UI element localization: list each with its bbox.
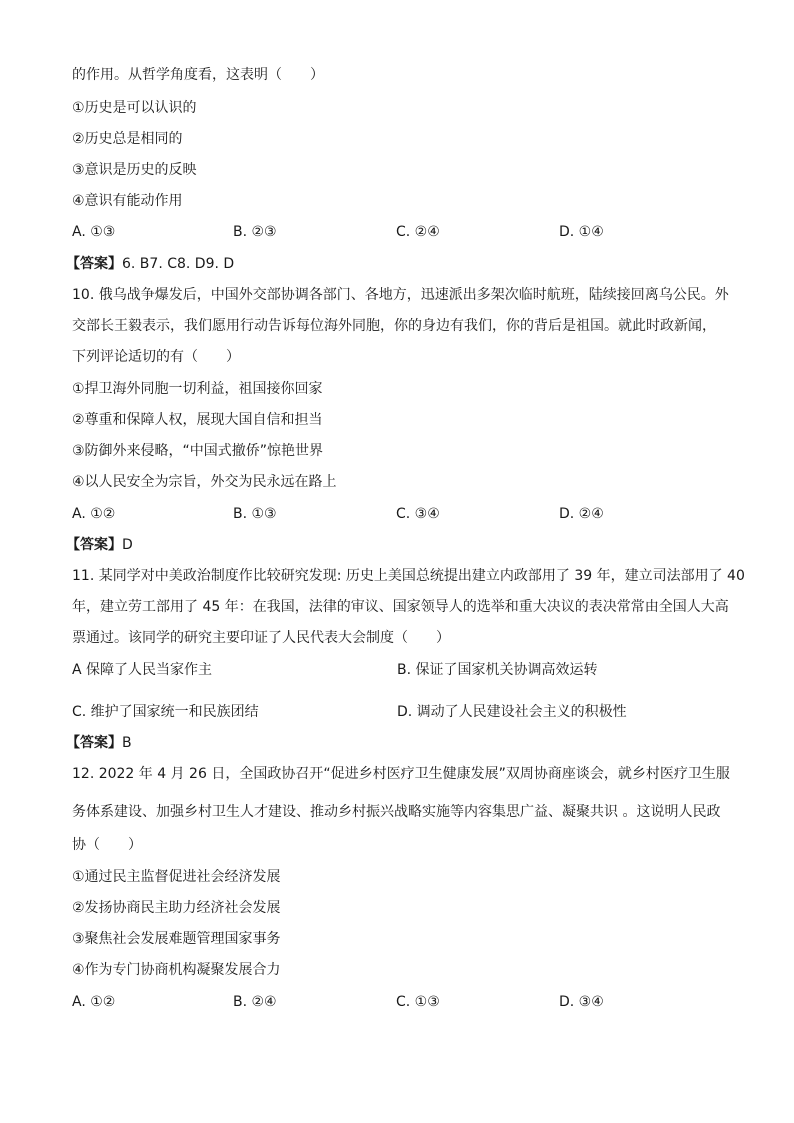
q10-option-c: C. ③④ xyxy=(396,506,440,522)
q10-stem-line-3: 下列评论适切的有（ ） xyxy=(72,349,240,365)
q11-option-a: A 保障了人民当家作主 xyxy=(72,662,213,678)
q9-item-4: ④意识有能动作用 xyxy=(72,193,183,209)
q9-item-1: ①历史是可以认识的 xyxy=(72,100,197,116)
answer-text: 6. B7. C8. D9. D xyxy=(122,256,235,272)
q12-option-c: C. ①③ xyxy=(396,994,440,1010)
answer-tag: 【答案】 xyxy=(66,256,122,272)
q9-option-d: D. ①④ xyxy=(559,224,604,240)
q9-stem: 的作用。从哲学角度看，这表明（ ） xyxy=(72,67,324,83)
answer-11 xyxy=(66,733,132,753)
q10-item-2: ②尊重和保障人权，展现大国自信和担当 xyxy=(72,412,323,428)
answer-tag: 【答案】 xyxy=(66,735,122,751)
q10-stem-line-2: 交部长王毅表示，我们愿用行动告诉每位海外同胞，你的身边有我们，你的背后是祖国。就此时政新闻， xyxy=(72,318,716,334)
q9-option-a: A. ①③ xyxy=(72,224,116,240)
q10-item-4: ④以人民安全为宗旨，外交为民永远在路上 xyxy=(72,474,337,490)
q10-option-b: B. ①③ xyxy=(233,506,277,522)
q12-item-2: ②发扬协商民主助力经济社会发展 xyxy=(72,900,281,916)
answer-tag: 【答案】 xyxy=(66,537,122,553)
answer-text: B xyxy=(122,735,132,751)
q11-option-c: C. 维护了国家统一和民族团结 xyxy=(72,704,259,720)
q11-stem-line-3: 票通过。该同学的研究主要印证了人民代表大会制度（ ） xyxy=(72,630,450,646)
q10-item-3: ③防御外来侵略，“中国式撤侨”惊艳世界 xyxy=(72,443,324,459)
q11-option-b: B. 保证了国家机关协调高效运转 xyxy=(397,662,598,678)
q11-stem-line-1: 11. 某同学对中美政治制度作比较研究发现: 历史上美国总统提出建立内政部用了 39 年，建立司法部用了 40 xyxy=(72,568,745,584)
q10-option-a: A. ①② xyxy=(72,506,116,522)
q9-item-2: ②历史总是相同的 xyxy=(72,131,183,147)
answer-10 xyxy=(66,535,133,555)
answer-6-9 xyxy=(66,254,234,274)
q12-stem-line-1: 12. 2022 年 4 月 26 日，全国政协召开“促进乡村医疗卫生健康发展”双周协商座谈会，就乡村医疗卫生服 xyxy=(72,766,730,782)
q10-stem-line-1: 10. 俄乌战争爆发后，中国外交部协调各部门、各地方，迅速派出多架次临时航班，陆续接回离乌公民。外 xyxy=(72,287,729,303)
q10-option-d: D. ②④ xyxy=(559,506,604,522)
q12-stem-line-2: 务体系建设、加强乡村卫生人才建设、推动乡村振兴战略实施等内容集思广益、凝聚共识 。这说明人民政 xyxy=(72,804,721,820)
q12-item-4: ④作为专门协商机构凝聚发展合力 xyxy=(72,962,281,978)
q10-item-1: ①捍卫海外同胞一切利益，祖国接你回家 xyxy=(72,381,323,397)
q9-option-c: C. ②④ xyxy=(396,224,440,240)
q12-stem-line-3: 协（ ） xyxy=(72,837,142,853)
q11-option-d: D. 调动了人民建设社会主义的积极性 xyxy=(397,704,627,720)
q12-item-3: ③聚焦社会发展难题管理国家事务 xyxy=(72,931,281,947)
answer-text: D xyxy=(122,537,133,553)
q9-option-b: B. ②③ xyxy=(233,224,277,240)
q12-option-a: A. ①② xyxy=(72,994,116,1010)
q12-item-1: ①通过民主监督促进社会经济发展 xyxy=(72,869,281,885)
q9-item-3: ③意识是历史的反映 xyxy=(72,162,197,178)
q12-option-b: B. ②④ xyxy=(233,994,277,1010)
q11-stem-line-2: 年，建立劳工部用了 45 年：在我国，法律的审议、国家领导人的选举和重大决议的表决常常由全国人大高 xyxy=(72,599,729,615)
q12-option-d: D. ③④ xyxy=(559,994,604,1010)
